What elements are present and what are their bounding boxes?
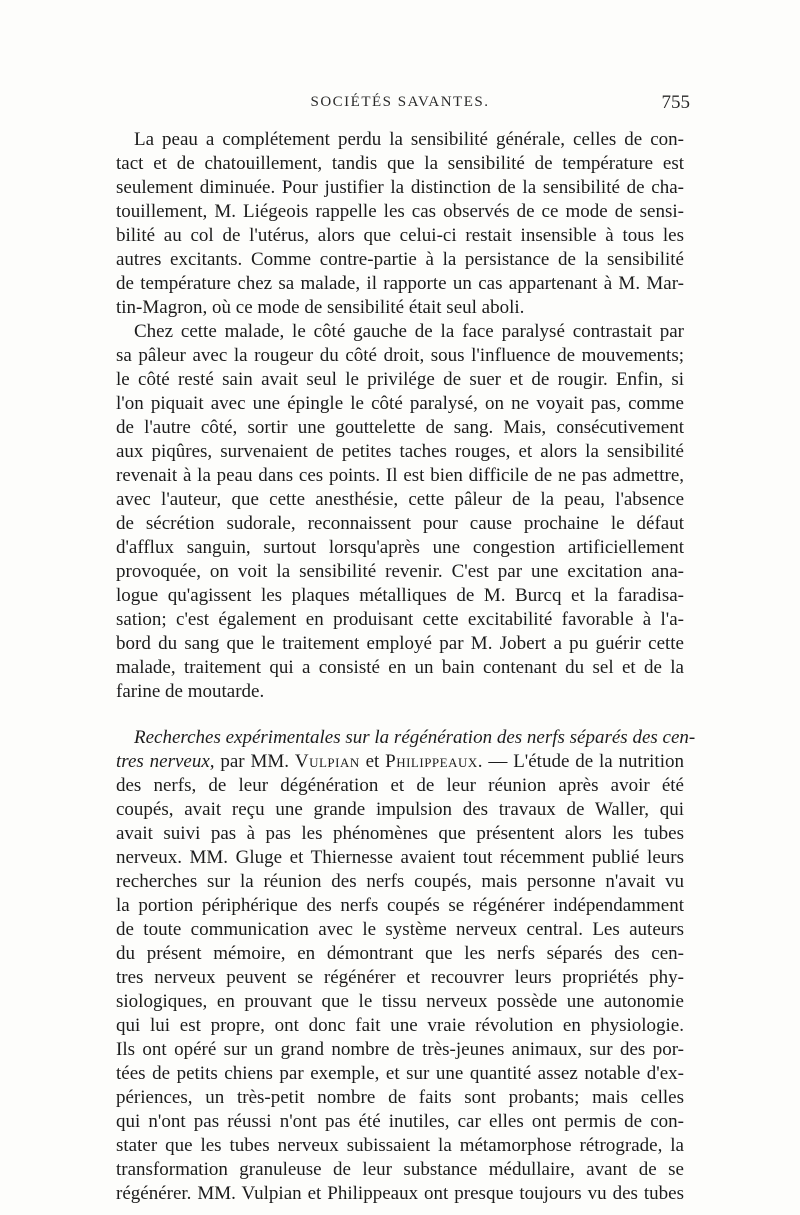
section-title: Recherches expérimentales sur la régénération des nerfs séparés des cen-: [134, 727, 696, 748]
text-line: de température chez sa malade, il rapporte un cas appartenant à M. Mar-: [116, 273, 684, 294]
text-line: nerveux. MM. Gluge et Thiernesse avaient tout récemment publié leurs: [116, 847, 684, 868]
text-line: des nerfs, de leur dégénération et de leur réunion après avoir été: [116, 775, 684, 796]
text-line: l'on piquait avec une épingle le côté paralysé, on ne voyait pas, comme: [116, 393, 684, 414]
text-line: de l'autre côté, sortir une gouttelette de sang. Mais, consécutivement: [116, 417, 684, 438]
text-line-authors: [116, 750, 684, 774]
text-line: de sécrétion sudorale, reconnaissent pour cause prochaine le défaut: [116, 513, 684, 534]
text-line: farine de moutarde.: [116, 681, 265, 702]
body-text: [116, 128, 696, 1206]
text-line: périences, un très-petit nombre de faits sont probants; mais celles: [116, 1087, 684, 1108]
text-line: recherches sur la réunion des nerfs coupés, mais personne n'avait vu: [116, 871, 684, 892]
text-line: qui n'ont pas réussi n'ont pas été inutiles, car elles ont permis de con-: [116, 1111, 684, 1132]
text-line: la portion périphérique des nerfs coupés se régénérer indépendamment: [116, 895, 684, 916]
text-line: malade, traitement qui a consisté en un bain contenant du sel et de la: [116, 657, 684, 678]
text-line: bord du sang que le traitement employé par M. Jobert a pu guérir cette: [116, 633, 684, 654]
text-line: Chez cette malade, le côté gauche de la face paralysé contrastait par: [134, 321, 684, 342]
text-line: seulement diminuée. Pour justifier la distinction de la sensibilité de cha-: [116, 177, 684, 198]
text-line: La peau a complétement perdu la sensibilité générale, celles de con-: [134, 129, 684, 150]
text-line: du présent mémoire, en démontrant que les nerfs séparés des cen-: [116, 943, 684, 964]
paragraph-recherches: [116, 726, 696, 1206]
author-vulpian: Vulpian: [294, 751, 360, 772]
text-line: logue qu'agissent les plaques métalliques de M. Burcq et la faradisa-: [116, 585, 684, 606]
text-line: avait suivi pas à pas les phénomènes que présentent alors les tubes: [116, 823, 684, 844]
text-line: régénérer. MM. Vulpian et Philippeaux ont presque toujours vu des tubes: [116, 1183, 684, 1204]
text-line: siologiques, en prouvant que le tissu nerveux possède une autonomie: [116, 991, 684, 1012]
text-line: avec l'auteur, que cette anesthésie, cette pâleur de la peau, l'absence: [116, 489, 684, 510]
section-title-end: tres nerveux,: [116, 751, 215, 772]
text-line: sa pâleur avec la rougeur du côté droit, sous l'influence de mouvements;: [116, 345, 684, 366]
text-line: sation; c'est également en produisant cette excitabilité favorable à l'a-: [116, 609, 684, 630]
text-line: qui lui est propre, ont donc fait une vraie révolution en physiologie.: [116, 1015, 684, 1036]
author-philippeaux: Philippeaux: [385, 751, 478, 772]
paragraph-gap: [116, 704, 684, 726]
text-line: stater que les tubes nerveux subissaient la métamorphose rétrograde, la: [116, 1135, 684, 1156]
text-line: Ils ont opéré sur un grand nombre de très-jeunes animaux, sur des por-: [116, 1039, 684, 1060]
text-line: transformation granuleuse de leur substance médullaire, avant de se: [116, 1159, 684, 1180]
text-line: tres nerveux peuvent se régénérer et recouvrer leurs propriétés phy-: [116, 967, 684, 988]
text-line: de toute communication avec le système nerveux central. Les auteurs: [116, 919, 684, 940]
running-title: SOCIÉTÉS SAVANTES.: [310, 94, 490, 110]
text-line: le côté resté sain avait seul le privilége de suer et de rougir. Enfin, si: [116, 369, 684, 390]
text-line: touillement, M. Liégeois rappelle les cas observés de ce mode de sensi-: [116, 201, 684, 222]
text-line: bilité au col de l'utérus, alors que celui-ci restait insensible à tous les: [116, 225, 684, 246]
text-line: tées de petits chiens par exemple, et sur une quantité assez notable d'ex-: [116, 1063, 684, 1084]
text-line: autres excitants. Comme contre-partie à la persistance de la sensibilité: [116, 249, 684, 270]
intro-text: . — L'étude de la nutrition: [477, 751, 684, 772]
text-line: tin-Magron, où ce mode de sensibilité était seul aboli.: [116, 297, 525, 318]
text-line: d'afflux sanguin, surtout lorsqu'après une congestion artificiellement: [116, 537, 684, 558]
paragraph-sensibilite: [116, 128, 684, 320]
paragraph-malade: [116, 320, 684, 704]
text-line: aux piqûres, survenaient de petites taches rouges, et alors la sensibilité: [116, 441, 684, 462]
text-line: coupés, avait reçu une grande impulsion des travaux de Waller, qui: [116, 799, 684, 820]
par-text: par MM.: [214, 751, 295, 772]
page-header: [110, 94, 690, 122]
et-text: et: [359, 751, 386, 772]
text-line: revenait à la peau dans ces points. Il est bien difficile de ne pas admettre,: [116, 465, 684, 486]
page-number: 755: [661, 92, 690, 113]
text-line: tact et de chatouillement, tandis que la sensibilité de température est: [116, 153, 684, 174]
text-line: provoquée, on voit la sensibilité revenir. C'est par une excitation ana-: [116, 561, 684, 582]
